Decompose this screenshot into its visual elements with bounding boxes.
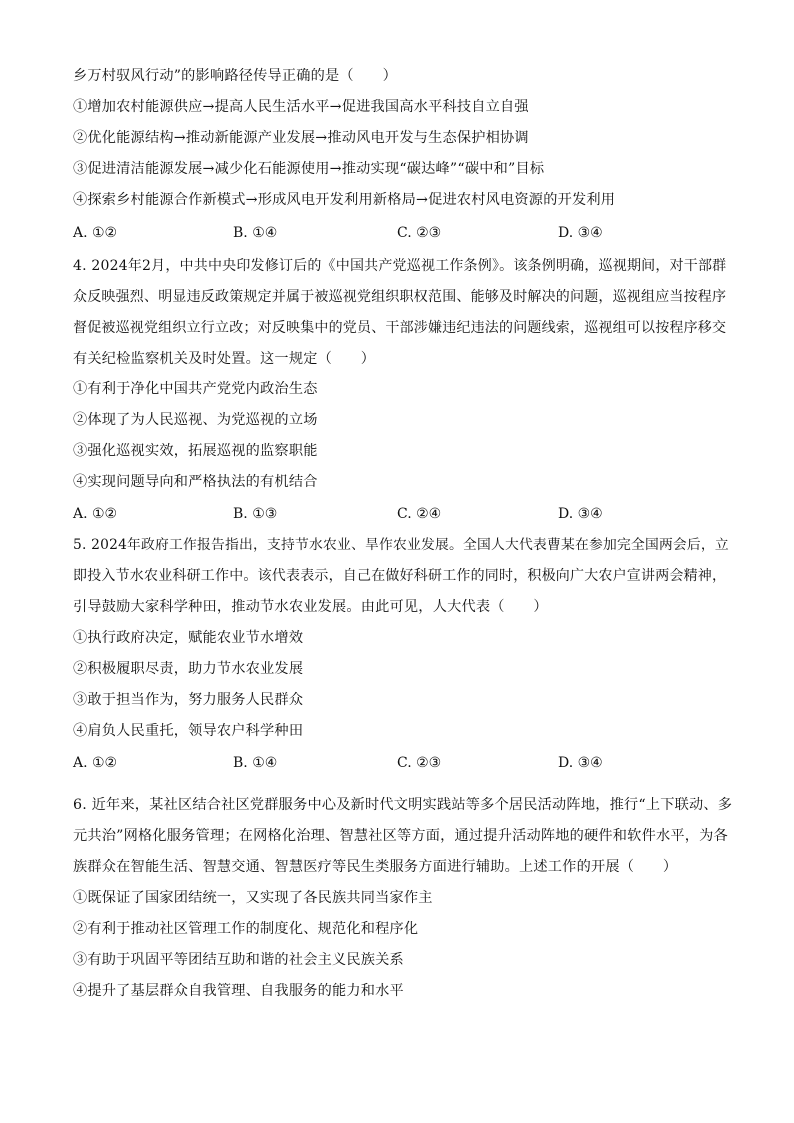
- q3-option-d: D. ③④: [558, 225, 603, 241]
- q5-item-3: ③敢于担当作为，努力服务人民群众: [73, 692, 304, 708]
- q3-item-3: ③促进清洁能源发展→减少化石能源使用→推动实现“碳达峰”“碳中和”目标: [73, 161, 545, 177]
- q3-option-b: B. ①④: [233, 225, 278, 241]
- q5-option-b: B. ①④: [233, 755, 278, 771]
- q5-stem-line-1: 5. 2024年政府工作报告指出，支持节水农业、旱作农业发展。全国人大代表曹某在参加完全国两会后，立: [73, 537, 729, 553]
- q6-stem-line-2: 元共治”网格化服务管理；在网格化治理、智慧社区等方面，通过提升活动阵地的硬件和软件水平，为各: [73, 828, 728, 844]
- q4-stem-line-1: 4. 2024年2月，中共中央印发修订后的《中国共产党巡视工作条例》。该条例明确，巡视期间，对干部群: [73, 258, 727, 274]
- q6-item-4: ④提升了基层群众自我管理、自我服务的能力和水平: [73, 983, 404, 999]
- q4-options: [73, 504, 713, 524]
- q4-item-2: ②体现了为人民巡视、为党巡视的立场: [73, 412, 318, 428]
- q5-option-d: D. ③④: [558, 755, 603, 771]
- q4-item-4: ④实现问题导向和严格执法的有机结合: [73, 474, 318, 490]
- q3-options: [73, 223, 713, 243]
- q3-option-a: A. ①②: [73, 225, 118, 241]
- q6-stem-line-1: 6. 近年来，某社区结合社区党群服务中心及新时代文明实践站等多个居民活动阵地，推行“上下联动、多: [73, 797, 733, 813]
- q5-option-a: A. ①②: [73, 755, 118, 771]
- q3-item-2: ②优化能源结构→推动新能源产业发展→推动风电开发与生态保护相协调: [73, 130, 529, 146]
- q5-item-2: ②积极履职尽责，助力节水农业发展: [73, 661, 304, 677]
- q6-item-3: ③有助于巩固平等团结互助和谐的社会主义民族关系: [73, 952, 404, 968]
- q4-option-b: B. ①③: [233, 506, 278, 522]
- q4-item-3: ③强化巡视实效，拓展巡视的监察职能: [73, 443, 318, 459]
- q5-item-1: ①执行政府决定，赋能农业节水增效: [73, 630, 304, 646]
- q4-option-a: A. ①②: [73, 506, 118, 522]
- q5-options: [73, 753, 713, 773]
- q3-item-1: ①增加农村能源供应→提高人民生活水平→促进我国高水平科技自立自强: [73, 99, 529, 115]
- q5-option-c: C. ②③: [397, 755, 442, 771]
- q4-option-c: C. ②④: [397, 506, 442, 522]
- q6-item-2: ②有利于推动社区管理工作的制度化、规范化和程序化: [73, 921, 419, 937]
- q4-option-d: D. ③④: [558, 506, 603, 522]
- q5-stem-line-2: 即投入节水农业科研工作中。该代表表示，自己在做好科研工作的同时，积极向广大农户宣讲两会精神，: [73, 568, 727, 584]
- q4-stem-line-2: 众反映强烈、明显违反政策规定并属于被巡视党组织职权范围、能够及时解决的问题，巡视组应当按程序: [73, 289, 727, 305]
- q6-stem-line-3: 族群众在智能生活、智慧交通、智慧医疗等民生类服务方面进行辅助。上述工作的开展（ ）: [73, 859, 678, 875]
- q6-item-1: ①既保证了国家团结统一，又实现了各民族共同当家作主: [73, 890, 433, 906]
- q3-item-4: ④探索乡村能源合作新模式→形成风电开发利用新格局→促进农村风电资源的开发利用: [73, 192, 616, 208]
- q4-stem-line-4: 有关纪检监察机关及时处置。这一规定（ ）: [73, 351, 376, 367]
- q5-item-4: ④肩负人民重托，领导农户科学种田: [73, 723, 304, 739]
- q5-stem-line-3: 引导鼓励大家科学种田，推动节水农业发展。由此可见，人大代表（ ）: [73, 599, 548, 615]
- q3-option-c: C. ②③: [397, 225, 442, 241]
- q4-stem-line-3: 督促被巡视党组织立行立改；对反映集中的党员、干部涉嫌违纪违法的问题线索，巡视组可以按程序移交: [73, 320, 727, 336]
- q3-stem-tail: 乡万村驭风行动”的影响路径传导正确的是（ ）: [73, 68, 397, 84]
- q4-item-1: ①有利于净化中国共产党党内政治生态: [73, 381, 318, 397]
